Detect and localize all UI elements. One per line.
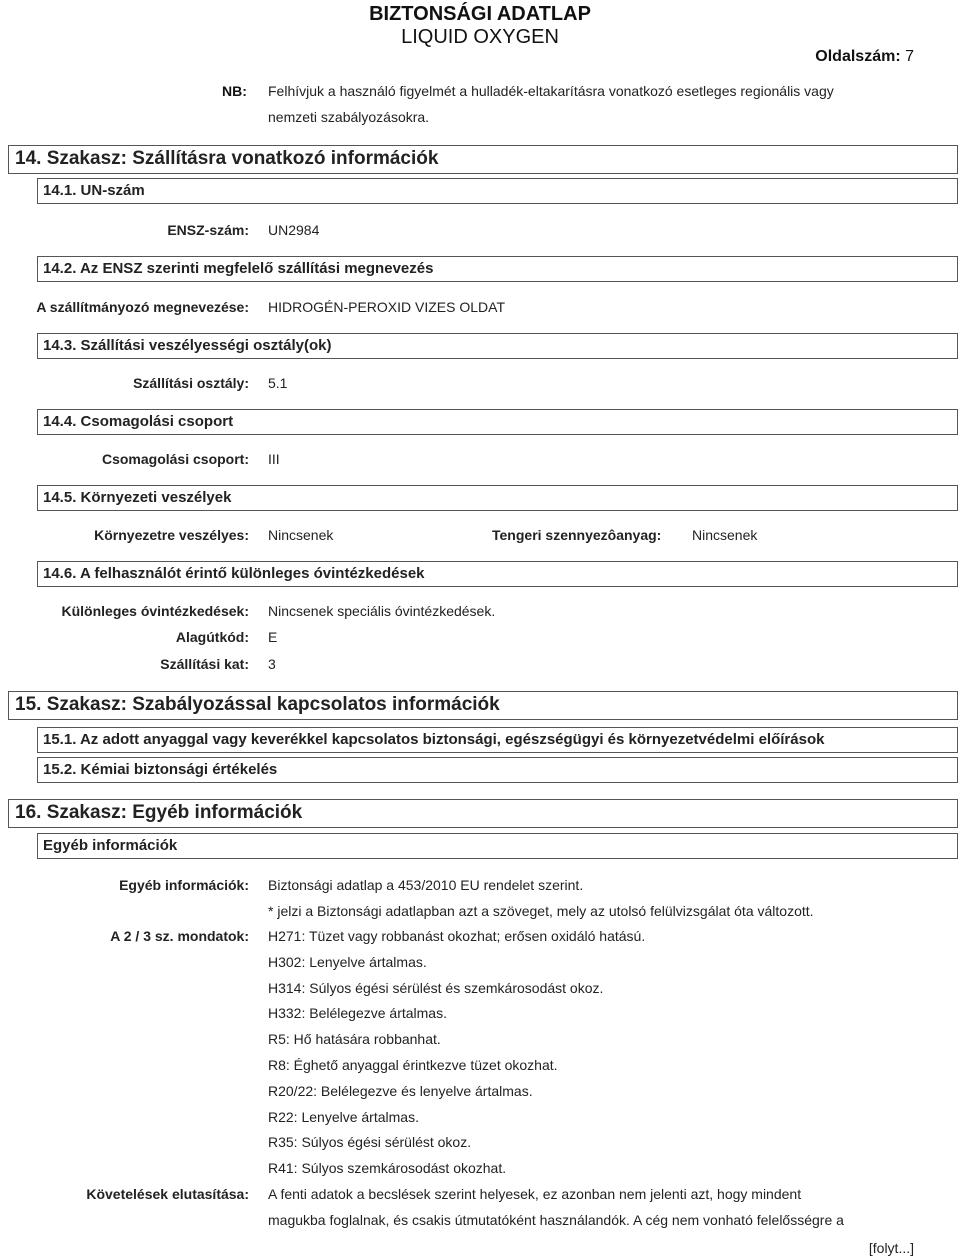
marine-pollutant-label: Tengeri szennyezôanyag: [492, 527, 662, 543]
transport-category-label: Szállítási kat: [160, 656, 249, 672]
nb-label: NB: [222, 83, 247, 99]
marine-pollutant-value: Nincsenek [692, 527, 758, 543]
subsection-14-2 [37, 256, 958, 282]
disclaimer-label: Követelések elutasítása: [86, 1186, 249, 1202]
phrase-item: R35: Súlyos égési sérülést okoz. [268, 1134, 472, 1150]
other-info-label: Egyéb információk: [119, 877, 249, 893]
other-info-line1: Biztonsági adatlap a 453/2010 EU rendelet szerint. [268, 877, 584, 893]
section-14-title: 14. Szakasz: Szállításra vonatkozó információk [8, 145, 958, 174]
phrase-item: R41: Súlyos szemkárosodást okozhat. [268, 1160, 507, 1176]
subsection-16-other: Egyéb információk [37, 833, 958, 859]
phrase-item: H271: Tüzet vagy robbanást okozhat; erősen oxidáló hatású. [268, 928, 646, 944]
special-precautions-label: Különleges óvintézkedések: [61, 603, 249, 619]
subsection-14-6: 14.6. A felhasználót érintő különleges óvintézkedések [37, 561, 958, 587]
subsection-14-2-text: 14.2. Az ENSZ szerinti megfelelő szállítási megnevezés [43, 260, 434, 277]
env-hazard-label: Környezetre veszélyes: [94, 527, 249, 543]
phrase-item: H332: Belélegezve ártalmas. [268, 1005, 447, 1021]
phrase-item: R20/22: Belélegezve és lenyelve ártalmas. [268, 1083, 533, 1099]
transport-class-value: 5.1 [268, 375, 288, 391]
document-title: BIZTONSÁGI ADATLAP [369, 3, 591, 25]
nb-text-line2: nemzeti szabályozásokra. [268, 109, 430, 125]
subsection-14-5: 14.5. Környezeti veszélyek [37, 485, 958, 511]
special-precautions-value: Nincsenek speciális óvintézkedések. [268, 603, 496, 619]
page-value: 7 [905, 48, 914, 65]
tunnel-code-label: Alagútkód: [175, 629, 249, 645]
nb-text-line1: Felhívjuk a használó figyelmét a hulladék-eltakarításra vonatkozó esetleges regionális vagy [268, 83, 834, 99]
phrase-item: R22: Lenyelve ártalmas. [268, 1109, 419, 1125]
disclaimer-line1: A fenti adatok a becslések szerint helyesek, ez azonban nem jelenti azt, hogy mindent [268, 1186, 802, 1202]
phrase-item: R5: Hő hatására robbanhat. [268, 1031, 441, 1047]
packing-group-label: Csomagolási csoport: [101, 451, 249, 467]
page-label: Oldalszám: [815, 48, 901, 65]
subsection-14-3: 14.3. Szállítási veszélyességi osztály(ok) [37, 333, 958, 359]
transport-category-value: 3 [268, 656, 276, 672]
phrase-item: H302: Lenyelve ártalmas. [268, 954, 427, 970]
section-15-title: 15. Szakasz: Szabályozással kapcsolatos információk [8, 691, 958, 720]
subsection-15-2: 15.2. Kémiai biztonsági értékelés [37, 757, 958, 783]
shipping-name-value: HIDROGÉN-PEROXID VIZES OLDAT [268, 299, 505, 315]
un-number-label: ENSZ-szám: [167, 222, 249, 238]
section-16-title: 16. Szakasz: Egyéb információk [8, 799, 958, 828]
env-hazard-value: Nincsenek [268, 527, 334, 543]
phrases-label: A 2 / 3 sz. mondatok: [110, 928, 249, 944]
shipping-name-label: A szállítmányozó megnevezése: [36, 299, 249, 315]
subsection-14-4: 14.4. Csomagolási csoport [37, 409, 958, 435]
subsection-15-1: 15.1. Az adott anyaggal vagy keverékkel kapcsolatos biztonsági, egészségügyi és környezetvédelmi előírások [37, 727, 958, 753]
page-number [815, 48, 914, 66]
phrase-item: R8: Éghető anyaggal érintkezve tüzet okozhat. [268, 1057, 558, 1073]
packing-group-value: III [268, 451, 280, 467]
tunnel-code-value: E [268, 629, 278, 645]
un-number-value: UN2984 [268, 222, 320, 238]
phrase-item: H314: Súlyos égési sérülést és szemkárosodást okoz. [268, 980, 604, 996]
continued-marker: [folyt...] [868, 1240, 914, 1256]
other-info-line2: * jelzi a Biztonsági adatlapban azt a szöveget, mely az utolsó felülvizsgálat óta változott. [268, 903, 814, 919]
disclaimer-line2: magukba foglalnak, és csakis útmutatóként használandók. A cég nem vonható felelősségre a [268, 1212, 844, 1228]
product-name: LIQUID OXYGEN [401, 26, 559, 48]
transport-class-label: Szállítási osztály: [133, 375, 249, 391]
subsection-14-1: 14.1. UN-szám [37, 178, 958, 204]
